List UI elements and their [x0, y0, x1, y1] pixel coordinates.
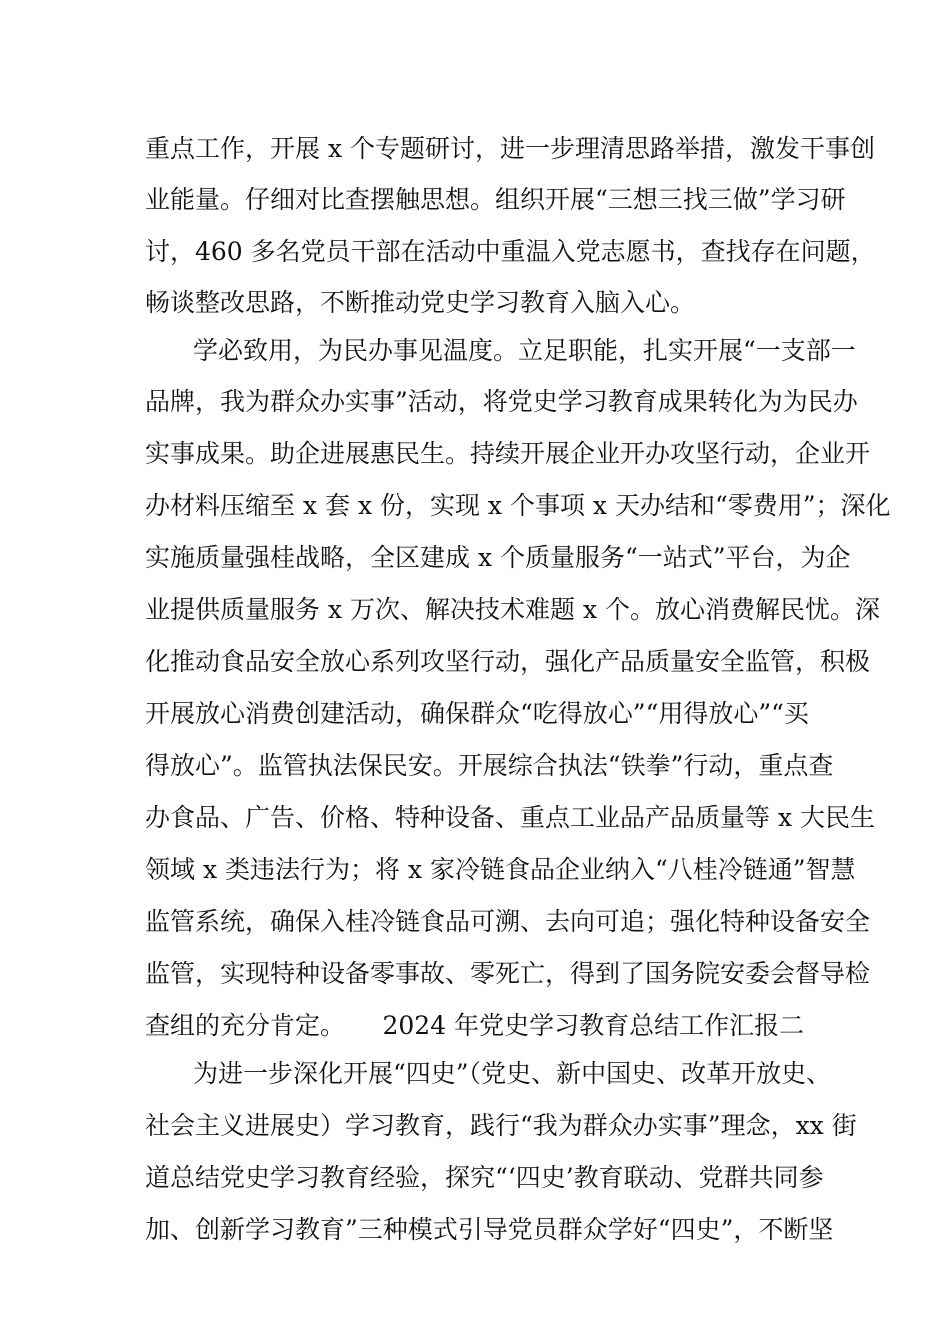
text-line-9: 实施质量强桂战略，全区建成 x 个质量服务“一站式”平台，为企	[145, 543, 851, 572]
text-line-1: 重点工作，开展 x 个专题研讨，进一步理清思路举措，激发干事创	[145, 134, 875, 163]
text-line-4: 畅谈整改思路，不断推动党史学习教育入脑入心。	[145, 288, 696, 317]
text-line-7: 实事成果。助企进展惠民生。持续开展企业开办攻坚行动，企业开	[145, 439, 871, 468]
text-line-22: 加、创新学习教育”三种模式引导党员群众学好“四史”，不断坚	[145, 1215, 834, 1244]
text-line-16: 监管系统，确保入桂冷链食品可溯、去向可追；强化特种设备安全	[145, 907, 871, 936]
text-line-2: 业能量。仔细对比查摆触思想。组织开展“三想三找三做”学习研	[145, 185, 846, 214]
text-line-13: 得放心”。监管执法保民安。开展综合执法“铁拳”行动，重点查	[145, 751, 834, 780]
text-line-17: 监管，实现特种设备零事故、零死亡，得到了国务院安委会督导检	[145, 959, 871, 988]
text-line-14: 办食品、广告、价格、特种设备、重点工业品产品质量等 x 大民生	[145, 803, 875, 832]
text-line-10: 业提供质量服务 x 万次、解决技术难题 x 个。放心消费解民忧。深	[145, 595, 880, 624]
text-line-11: 化推动食品安全放心系列攻坚行动，强化产品质量安全监管，积极	[145, 647, 871, 676]
text-line-20: 社会主义进展史）学习教育，践行“我为群众办实事”理念，xx 街	[145, 1111, 857, 1140]
paragraph-2-first-line: 学必致用，为民办事见温度。立足职能，扎实开展“一支部一	[193, 336, 856, 365]
text-line-8: 办材料压缩至 x 套 x 份，实现 x 个事项 x 天办结和“零费用”；深化	[145, 491, 891, 520]
text-line-3: 讨，460 多名党员干部在活动中重温入党志愿书，查找存在问题，	[145, 237, 876, 266]
text-line-6: 品牌，我为群众办实事”活动，将党史学习教育成果转化为为民办	[145, 387, 858, 416]
text-line-21: 道总结党史学习教育经验，探究“‘四史’教育联动、党群共同参	[145, 1163, 824, 1192]
text-line-12: 开展放心消费创建活动，确保群众“吃得放心”“用得放心”“买	[145, 699, 809, 728]
text-line-15: 领域 x 类违法行为；将 x 家冷链食品企业纳入“八桂冷链通”智慧	[145, 855, 856, 884]
paragraph-3-first-line: 为进一步深化开展“四史”（党史、新中国史、改革开放史、	[193, 1059, 832, 1088]
text-line-18-with-heading: 查组的充分肯定。 2024 年党史学习教育总结工作汇报二	[145, 1011, 805, 1040]
